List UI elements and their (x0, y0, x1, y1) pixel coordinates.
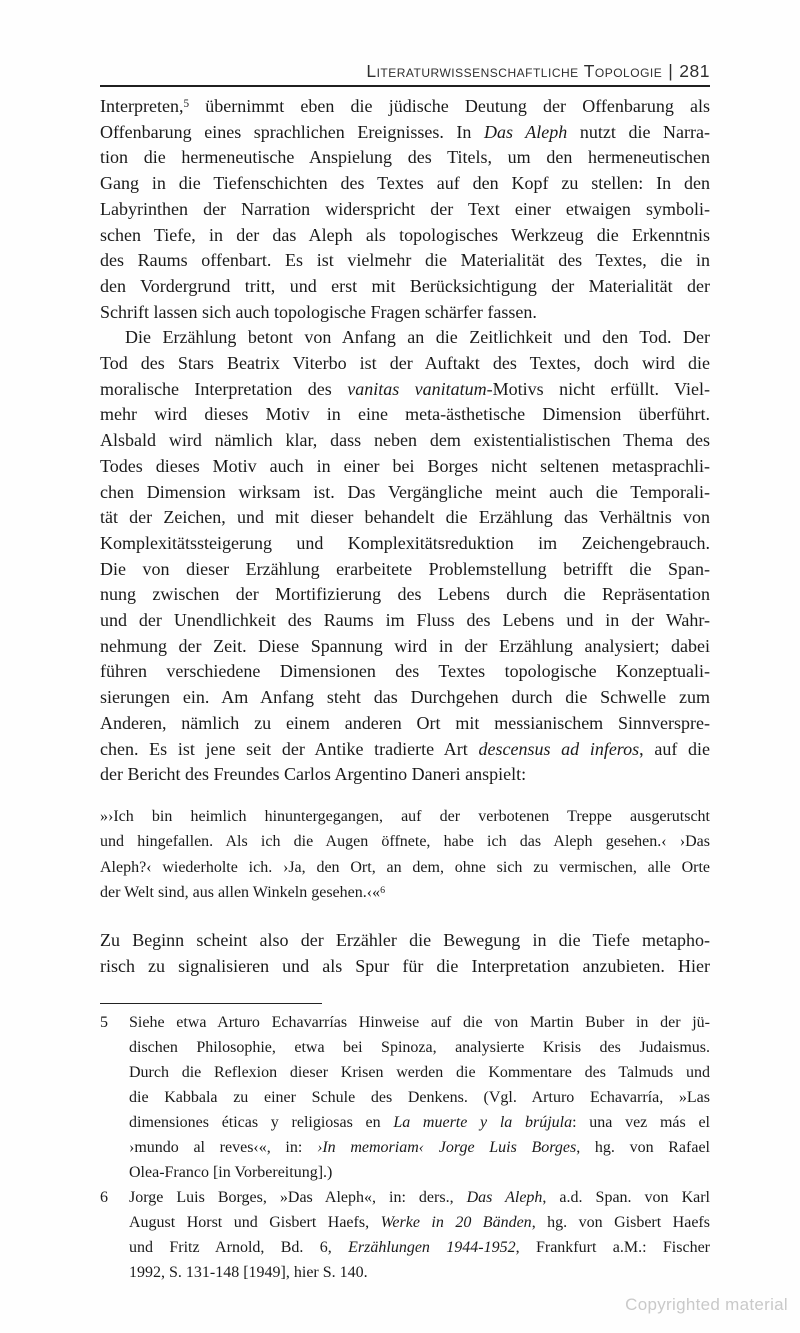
text-run: tion die hermeneutische Anspielung des Titels, um den hermeneutischen (100, 147, 710, 168)
text-run: Die von dieser Erzählung erarbeitete Problemstellung betrifft die Span- (100, 558, 710, 579)
text-run: und der Unendlichkeit des Raums im Fluss des Lebens und in der Wahr- (100, 610, 710, 631)
text-line (129, 1035, 710, 1060)
text-run: Jorge Luis Borges, »Das Aleph«, in: ders., (129, 1189, 467, 1206)
text-line (100, 197, 710, 223)
text-run: Alsbald wird nämlich klar, dass neben dem existentialistischen Thema des (100, 430, 710, 451)
text-line (129, 1185, 710, 1210)
text-line (100, 300, 710, 326)
italic-run: Das Aleph (484, 121, 568, 142)
text-line (100, 223, 710, 249)
text-line (100, 659, 710, 685)
text-line (100, 880, 710, 905)
text-run: Siehe etwa Arturo Echavarrías Hinweise auf die von Martin Buber in der jü- (129, 1014, 710, 1031)
footnote-text (129, 1010, 710, 1185)
text-run: übernimmt eben die jüdische Deutung der Offenbarung als (189, 96, 710, 116)
text-run: dimensiones éticas y religiosas en (129, 1114, 394, 1131)
page-number: 281 (679, 61, 710, 81)
text-line (100, 325, 710, 351)
text-run: chen Dimension wirksam ist. Das Vergängliche meint auch die Temporali- (100, 481, 710, 502)
text-line (100, 248, 710, 274)
text-line (100, 829, 710, 854)
text-line (100, 120, 710, 146)
text-run: , Frankfurt a.M.: Fischer (515, 1239, 710, 1256)
text-run: den Vordergrund tritt, und erst mit Berücksichtigung der Materialität der (100, 275, 710, 296)
text-run: die Kabbala zu einer Schule des Denkens. (Vgl. Arturo Echavarría, »Las (129, 1089, 710, 1106)
italic-run: Das Aleph (466, 1189, 543, 1206)
text-run: Komplexitätssteigerung und Komplexitätsreduktion im Zeichengebrauch. (100, 532, 710, 553)
text-line (100, 582, 710, 608)
running-header-divider: | (668, 61, 674, 81)
text-line (100, 454, 710, 480)
text-line (100, 145, 710, 171)
footnotes (100, 1010, 710, 1285)
paragraph (100, 928, 710, 979)
footnote (100, 1185, 710, 1285)
text-run: chen. Es ist jene seit der Antike tradierte Art (100, 738, 479, 759)
text-line (100, 928, 710, 954)
text-run: nutzt die Narra- (567, 121, 710, 142)
text-run: , a.d. Span. von Karl (542, 1189, 711, 1206)
text-line (100, 171, 710, 197)
header-rule (100, 85, 710, 87)
footnote-text (129, 1185, 710, 1285)
text-run: und Fritz Arnold, Bd. 6, (129, 1239, 349, 1256)
text-run: Anderen, nämlich zu einem anderen Ort mit messianischem Sinnverspre- (100, 712, 710, 733)
footnote-marker: 5 (183, 97, 190, 110)
text-line (100, 351, 710, 377)
text-run: schen Tiefe, in der das Aleph als topologisches Werkzeug die Erkenntnis (100, 224, 710, 245)
blockquote (100, 804, 710, 905)
running-header (100, 60, 710, 82)
text-run: Labyrinthen der Narration widerspricht der Text einer etwaigen symboli- (100, 198, 710, 219)
text-run: , hg. von Rafael (576, 1139, 710, 1156)
text-run: der Welt sind, aus allen Winkeln gesehen.‹« (100, 883, 381, 901)
italic-run: Werke in 20 Bänden (380, 1214, 532, 1231)
text-line (100, 737, 710, 763)
running-header-title: Literaturwissenschaftliche Topologie (366, 61, 663, 81)
text-run: risch zu signalisieren und als Spur für die Interpretation anzubieten. Hier (100, 955, 710, 976)
text-line (100, 804, 710, 829)
text-line (100, 531, 710, 557)
text-line (129, 1110, 710, 1135)
text-run: sierungen ein. Am Anfang steht das Durchgehen durch die Schwelle zum (100, 687, 710, 708)
text-run: führen verschiedene Dimensionen des Textes topologische Konzeptuali- (100, 661, 710, 682)
text-run: , auf die (639, 738, 710, 759)
text-run: und hingefallen. Als ich die Augen öffnete, habe ich das Aleph gesehen.‹ ›Das (100, 833, 710, 851)
footnote (100, 1010, 710, 1185)
text-run: Die Erzählung betont von Anfang an die Zeitlichkeit und den Tod. Der (125, 327, 710, 348)
text-run: dischen Philosophie, etwa bei Spinoza, analysierte Krisis des Judaismus. (129, 1039, 710, 1056)
text-line (100, 608, 710, 634)
text-run: August Horst und Gisbert Haefs, (129, 1214, 381, 1231)
text-run: : una vez más el (572, 1114, 710, 1131)
text-line (129, 1010, 710, 1035)
text-line (100, 685, 710, 711)
text-run: Gang in die Tiefenschichten des Textes auf den Kopf zu stellen: In den (100, 173, 710, 194)
text-line (100, 711, 710, 737)
text-run: Aleph?‹ wiederholte ich. ›Ja, den Ort, an dem, ohne sich zu vermischen, alle Orte (100, 858, 710, 876)
text-line (129, 1085, 710, 1110)
text-run: Interpreten, (100, 96, 184, 116)
text-line (100, 505, 710, 531)
text-line (100, 634, 710, 660)
italic-run: descensus ad inferos (478, 738, 640, 759)
footnote-number: 6 (100, 1189, 108, 1206)
text-line (100, 94, 710, 120)
text-run: Durch die Reflexion dieser Krisen werden die Kommentare des Talmuds und (129, 1064, 710, 1081)
text-run: des Raums offenbart. Es ist vielmehr die Materialität des Textes, die in (100, 250, 710, 271)
copyright-watermark: Copyrighted material (625, 1295, 788, 1314)
text-run: nehmung der Zeit. Diese Spannung wird in der Erzählung analysiert; dabei (100, 635, 710, 656)
paragraph (100, 325, 710, 788)
text-run: »›Ich bin heimlich hinuntergegangen, auf der verbotenen Treppe ausgerutscht (100, 808, 710, 825)
footnote-separator-rule (100, 1003, 322, 1004)
text-line (100, 480, 710, 506)
text-line (100, 762, 710, 788)
italic-run: La muerte y la brújula (393, 1114, 573, 1131)
text-line (100, 377, 710, 403)
footnote-number: 5 (100, 1014, 108, 1031)
text-line (129, 1210, 710, 1235)
text-line (100, 274, 710, 300)
text-run: Olea-Franco [in Vorbereitung].) (129, 1164, 333, 1181)
text-run: -Motivs nicht erfüllt. Viel- (486, 378, 710, 399)
text-run: 1992, S. 131-148 [1949], hier S. 140. (129, 1264, 368, 1281)
text-run: mehr wird dieses Motiv in eine meta-ästhetische Dimension überführt. (100, 404, 710, 425)
text-run: moralische Interpretation des (100, 378, 348, 399)
text-line (100, 428, 710, 454)
text-run: nung zwischen der Mortifizierung des Lebens durch die Repräsentation (100, 584, 710, 605)
text-run: Zu Beginn scheint also der Erzähler die Bewegung in die Tiefe metapho- (100, 930, 710, 950)
main-text (100, 94, 710, 788)
text-line (100, 954, 710, 980)
text-line (129, 1135, 710, 1160)
text-line (129, 1060, 710, 1085)
italic-run: vanitas vanitatum (347, 378, 487, 399)
paragraph (100, 94, 710, 325)
text-line (129, 1160, 710, 1185)
text-run: ›mundo al reves‹«, in: (129, 1139, 317, 1156)
text-line (100, 855, 710, 880)
text-run: Todes dieses Motiv auch in einer bei Borges nicht seltenen metasprachli- (100, 455, 710, 476)
text-run: Schrift lassen sich auch topologische Fragen schärfer fassen. (100, 301, 537, 322)
text-run: der Bericht des Freundes Carlos Argentino Daneri anspielt: (100, 764, 527, 785)
text-line (129, 1235, 710, 1260)
text-run: Tod des Stars Beatrix Viterbo ist der Auftakt des Textes, doch wird die (100, 353, 710, 374)
text-run: Offenbarung eines sprachlichen Ereignisses. In (100, 121, 485, 142)
italic-run: ›In memoriam‹ Jorge Luis Borges (316, 1139, 577, 1156)
footnote-marker: 6 (380, 884, 386, 896)
italic-run: Erzählungen 1944-1952 (348, 1239, 516, 1256)
text-run: tät der Zeichen, und mit dieser behandelt die Erzählung das Verhältnis von (100, 507, 710, 528)
text-line (100, 402, 710, 428)
text-line (100, 557, 710, 583)
text-line (129, 1260, 710, 1285)
text-run: , hg. von Gisbert Haefs (531, 1214, 710, 1231)
